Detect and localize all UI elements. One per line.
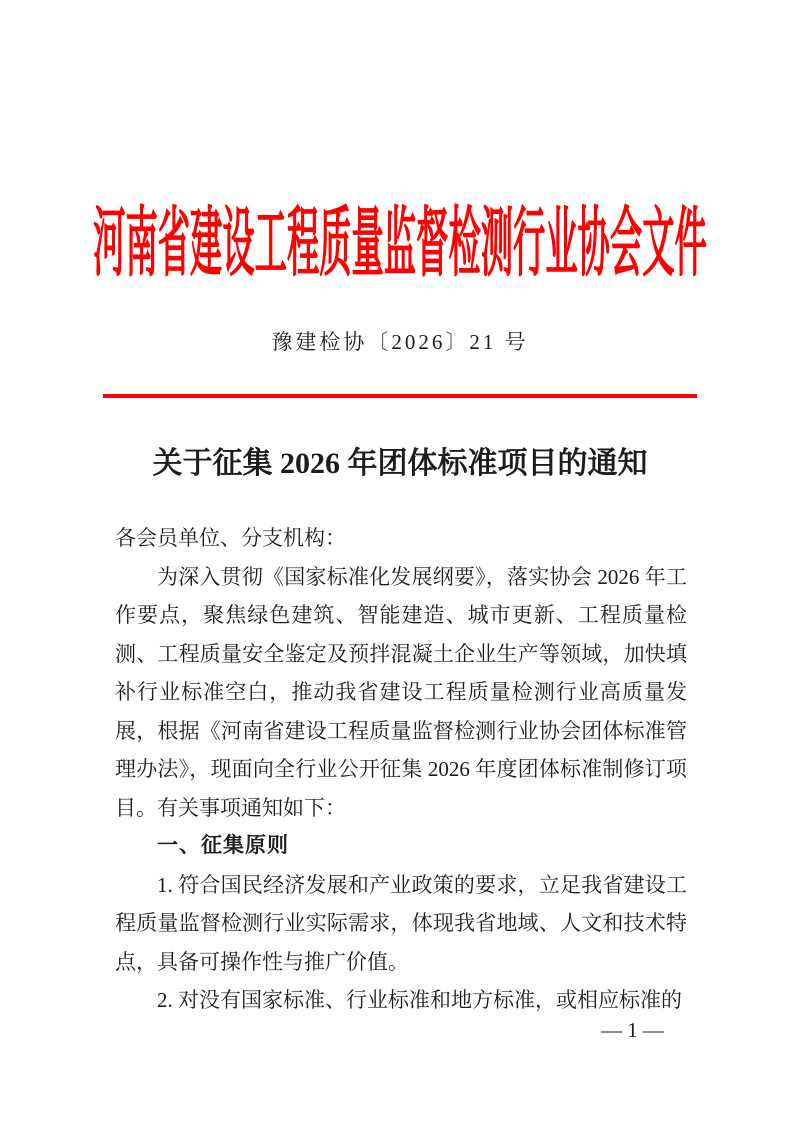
- document-title: 关于征集 2026 年团体标准项目的通知: [152, 447, 648, 480]
- salutation: 各会员单位、分支机构：: [115, 526, 346, 550]
- page-number: — 1 —: [601, 1018, 664, 1042]
- document-body: [115, 519, 687, 1020]
- letterhead-title: 河南省建设工程质量监督检测行业协会文件: [93, 202, 707, 286]
- document-header-banner: [0, 202, 800, 286]
- section-heading-1: 一、征集原则: [157, 834, 289, 857]
- intro-paragraph: 为深入贯彻《国家标准化发展纲要》，落实协会 2026 年工作要点，聚焦绿色建筑、智能建造、城市更新、工程质量检测、工程质量安全鉴定及预拌混凝土企业生产等领域，加快填补行业标准空白，推动我省建设工程质量检测行业高质量发展，根据《河南省建设工程质量监督检测行业协会团体标准管理办法》，现面向全行业公开征集 2026 年度团体标准制修订项目。有关事项通知如下：: [115, 564, 687, 820]
- list-item-2: 2. 对没有国家标准、行业标准和地方标准，或相应标准的: [157, 988, 682, 1012]
- document-reference-number: 豫建检协〔2026〕21 号: [271, 330, 529, 354]
- red-divider-line: [103, 394, 697, 398]
- list-item-1: 1. 符合国民经济发展和产业政策的要求，立足我省建设工程质量监督检测行业实际需求，体现我省地域、人文和技术特点，具备可操作性与推广价值。: [115, 872, 687, 974]
